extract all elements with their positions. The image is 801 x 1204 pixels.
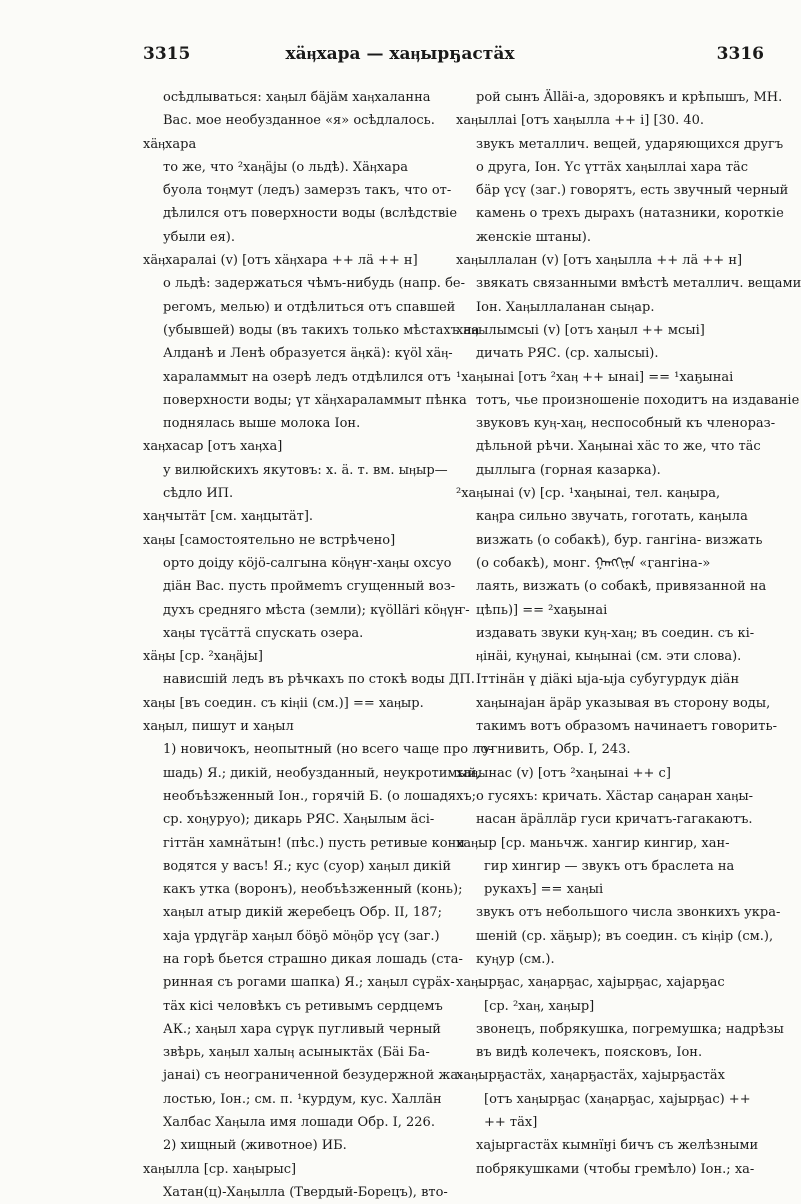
text-line: хäӊхара bbox=[143, 136, 197, 152]
text-line: хаӊыллаі [отъ хаӊылла ++ і] [30. 40. bbox=[456, 113, 705, 129]
text-line: осѣдлываться: хаӊыл бäјäм хаӊхаланна bbox=[163, 90, 431, 105]
text-line: тäх кісі человѣкъ съ ретивымъ сердцемъ bbox=[163, 998, 443, 1014]
text-line: [ср. ²хаӊ, хаӊыр] bbox=[484, 998, 595, 1014]
text-line: о льдѣ: задержаться чѣмъ-нибудь (напр. бе- bbox=[163, 276, 465, 292]
text-line: бäр үсү (заг.) говорятъ, есть звучный черный bbox=[476, 183, 789, 199]
text-line: (убывшей) воды (въ такихъ только мѣстахъ на bbox=[163, 322, 480, 338]
text-line: хаӊчытäт [см. хаӊцытäт]. bbox=[143, 509, 314, 525]
text-line: (о собакѣ), монг. ᠭᠠᠩᠭᠢᠨᠠ «ӷангіна-» bbox=[476, 555, 711, 571]
text-line: АК.; хаӊыл хара сүрүк пугливый черный bbox=[163, 1021, 441, 1037]
text-line: поверхности воды; үт хäӊхараламмыт пѣнка bbox=[163, 392, 467, 408]
text-line: насан äрäллäр гуси кричатъ-гагакаютъ. bbox=[476, 812, 753, 828]
text-line: Вас. мое необузданное «я» осѣдлалось. bbox=[163, 113, 435, 129]
text-line: цѣпь)] == ²хаҕынаі bbox=[476, 602, 608, 618]
text-line: дѣлился отъ поверхности воды (вслѣдствіе bbox=[163, 206, 458, 222]
text-line: дѣльной рѣчи. Хаӊынаі хäс то же, что тäс bbox=[476, 439, 761, 455]
text-line: ²хаӊынаі (v) [ср. ¹хаӊынаі, тел. каӊыра, bbox=[456, 486, 721, 502]
text-line: ср. хоӊуруо); дикарь РЯС. Хаӊылым äсі- bbox=[163, 812, 435, 828]
text-line: ++ тäх] bbox=[484, 1115, 538, 1131]
text-line: ӊінäі, куӊунаі, кыӊынаі (см. эти слова). bbox=[476, 649, 742, 665]
text-line: ¹хаӊынаі [отъ ²хаӊ ++ ынаі] == ¹хаҕынаі bbox=[456, 369, 734, 385]
text-line: Алданѣ и Ленѣ образуется äӊкä): күöl хäӊ- bbox=[163, 346, 453, 362]
text-line: хäӊхаралаi (v) [отъ хäӊхара ++ лä ++ н] bbox=[143, 253, 418, 269]
text-line: поднялась выше молока Іон. bbox=[163, 416, 361, 432]
text-line: лостью, Іон.; см. п. ¹курдум, кус. Халлäн bbox=[163, 1091, 442, 1107]
text-line: хаӊы [самостоятельно не встрѣчено] bbox=[143, 532, 396, 548]
text-line: шадь) Я.; дикій, необузданный, неукротимый, bbox=[163, 765, 481, 781]
text-line: о гусяхъ: кричать. Хäстар саӊаран хаӊы- bbox=[476, 788, 754, 804]
text-line: нависшій ледъ въ рѣчкахъ по стокѣ воды ДП. bbox=[163, 672, 475, 688]
text-line: хаӊырҕастäх, хаӊарҕастäх, хајырҕастäх bbox=[456, 1068, 725, 1084]
text-line: у вилюйскихъ якутовъ: х. ä. т. вм. ыӊыр— bbox=[163, 462, 448, 478]
text-line: діäн Вас. пусть проймеmъ сгущенный воз- bbox=[163, 579, 456, 595]
text-line: звукъ отъ небольшого числа звонкихъ укра- bbox=[476, 905, 781, 921]
text-line: звукъ металлич. вещей, ударяющихся другъ bbox=[476, 136, 784, 152]
text-line: каӊра сильно звучать, гоготать, каӊыла bbox=[476, 509, 748, 525]
text-line: орто доіду кöјö-салгына кöӊүҥ-хаӊы охсуо bbox=[163, 555, 452, 571]
text-line: побрякушками (чтобы гремѣло) Іон.; ха- bbox=[476, 1161, 755, 1177]
text-line: хаӊхасар [отъ хаӊха] bbox=[143, 439, 283, 455]
text-line: звуковъ куӊ-хаӊ, неспособный къ членораз- bbox=[476, 416, 776, 432]
text-line: хäӊы [ср. ²хаӊäјы] bbox=[143, 649, 263, 665]
text-line: хаӊыл атыр дикій жеребецъ Обр. II, 187; bbox=[163, 905, 443, 921]
text-line: ринная съ рогами шапка) Я.; хаӊыл сүрäх- bbox=[163, 975, 455, 991]
text-line: такимъ вотъ образомъ начинаетъ говорить- bbox=[476, 719, 777, 735]
text-line: хаӊырҕас, хаӊарҕас, хајырҕас, хајарҕас bbox=[456, 975, 725, 991]
text-line: духъ средняго мѣста (земли); күöllärі кöӊүҥ- bbox=[163, 602, 470, 618]
text-line: звѣрь, хаӊыл халыӊ асыныктäх (Бäі Ба- bbox=[163, 1045, 430, 1061]
text-line: хаӊылла [ср. хаӊырыс] bbox=[143, 1161, 297, 1177]
text-line: хаја үрдүгäр хаӊыл бöҕö мöӊöр үсү (заг.) bbox=[163, 928, 440, 944]
text-line: тотъ, чье произношеніе походитъ на издаваніе bbox=[476, 392, 800, 408]
text-line: хаӊыр [ср. маньчж. хангир кингир, хан- bbox=[456, 835, 730, 851]
text-line: на горѣ бьется страшно дикая лошадь (ста- bbox=[163, 951, 463, 967]
text-line: гир хингир — звукъ отъ браслета на bbox=[484, 858, 735, 874]
text-line: шеній (ср. хäҕыр); въ соедин. съ кіӊір (см.), bbox=[476, 928, 774, 944]
text-line: издавать звуки куӊ-хаӊ; въ соедин. съ кі- bbox=[476, 625, 755, 641]
text-line: хаӊы [въ соедин. съ кіӊіі (см.)] == хаӊыр. bbox=[143, 695, 424, 711]
text-line: гіттäн хамнäтын! (пѣс.) пусть ретивые кони bbox=[163, 835, 465, 851]
text-line: хараламмыт на озерѣ ледъ отдѣлился отъ bbox=[163, 369, 451, 385]
text-line: регомъ, мелью) и отдѣлиться отъ спавшей bbox=[163, 299, 456, 315]
page-number-right: 3316 bbox=[716, 44, 764, 64]
text-line: хаӊынас (v) [отъ ²хаӊынаі ++ с] bbox=[456, 765, 671, 781]
text-line: јанаі) съ неограниченной безудержной жа- bbox=[163, 1068, 463, 1084]
text-line: Хатан(ц)-Хаӊылла (Твердый-Борецъ), вто- bbox=[163, 1184, 448, 1200]
text-line: 1) новичокъ, неопытный (но всего чаще про ло- bbox=[163, 742, 493, 758]
text-line: въ видѣ колечекъ, поясковъ, Іон. bbox=[476, 1045, 703, 1061]
text-line: женскіе штаны). bbox=[476, 229, 591, 245]
text-line: гугнивить, Обр. I, 243. bbox=[476, 742, 631, 758]
text-line: необъѣзженный Іон., горячій Б. (о лошадяхъ; bbox=[163, 788, 477, 804]
text-line: хаӊыллалан (v) [отъ хаӊылла ++ лä ++ н] bbox=[456, 253, 743, 269]
text-line: убыли ея). bbox=[163, 229, 235, 245]
text-line: звякать связанными вмѣстѣ металлич. вещами bbox=[476, 276, 801, 292]
text-line: лаять, визжать (о собакѣ, привязанной на bbox=[476, 579, 767, 595]
right-column bbox=[456, 86, 801, 1177]
page-number-left: 3315 bbox=[143, 44, 191, 64]
text-line: [отъ хаӊырҕас (хаӊарҕас, хајырҕас) ++ bbox=[484, 1091, 751, 1107]
text-line: камень о трехъ дырахъ (натазники, короткіе bbox=[476, 206, 784, 222]
text-line: хаӊылымсыі (v) [отъ хаӊыл ++ мсыі] bbox=[456, 322, 705, 338]
text-line: хаӊынајан äрäр указывая въ сторону воды, bbox=[476, 695, 771, 711]
text-line: 2) хищный (животное) ИБ. bbox=[163, 1138, 347, 1154]
text-line: визжать (о собакѣ), бур. гангіна- визжать bbox=[476, 532, 763, 548]
text-line: сѣдло ИП. bbox=[163, 486, 234, 502]
text-line: Іттінäн ү діäкі ыја-ыја субугурдук діäн bbox=[476, 672, 740, 688]
text-line: звонецъ, побрякушка, погремушка; надрѣзы bbox=[476, 1021, 784, 1037]
running-header bbox=[0, 44, 800, 72]
text-line: рой сынъ Älläі-а, здоровякъ и крѣпышъ, МН. bbox=[476, 90, 783, 105]
text-line: хаӊыл, пишут и хаӊыл bbox=[143, 719, 294, 735]
text-line: хајыргастäх кымнїӈі бичъ съ желѣзными bbox=[476, 1138, 759, 1154]
text-line: дыллыга (горная казарка). bbox=[476, 462, 661, 478]
text-line: о друга, Іон. Үс үттäх хаӊыллаі хара тäс bbox=[476, 159, 749, 175]
text-line: рукахъ] == хаӊыі bbox=[484, 882, 604, 898]
text-line: куӊур (см.). bbox=[476, 951, 555, 967]
text-line: какъ утка (воронъ), необъѣзженный (конь); bbox=[163, 882, 463, 898]
text-line: хаӊы түсäттä спускать озера. bbox=[163, 625, 364, 641]
text-line: Іон. Хаӊыллаланан сыӊар. bbox=[476, 299, 655, 315]
text-line: то же, что ²хаӊäјы (о льдѣ). Хäӊхара bbox=[163, 159, 408, 175]
text-line: буола тоӊмут (ледъ) замерзъ такъ, что от- bbox=[163, 183, 452, 199]
text-line: дичать РЯС. (ср. халысыі). bbox=[476, 346, 659, 362]
left-column bbox=[143, 86, 493, 1200]
running-title: хäӊхара — хаӊырҕастäх bbox=[285, 44, 515, 64]
text-line: Халбас Хаӊыла имя лошади Обр. I, 226. bbox=[163, 1115, 435, 1131]
text-line: водятся у васъ! Я.; кус (суор) хаӊыл дикій bbox=[163, 858, 451, 874]
